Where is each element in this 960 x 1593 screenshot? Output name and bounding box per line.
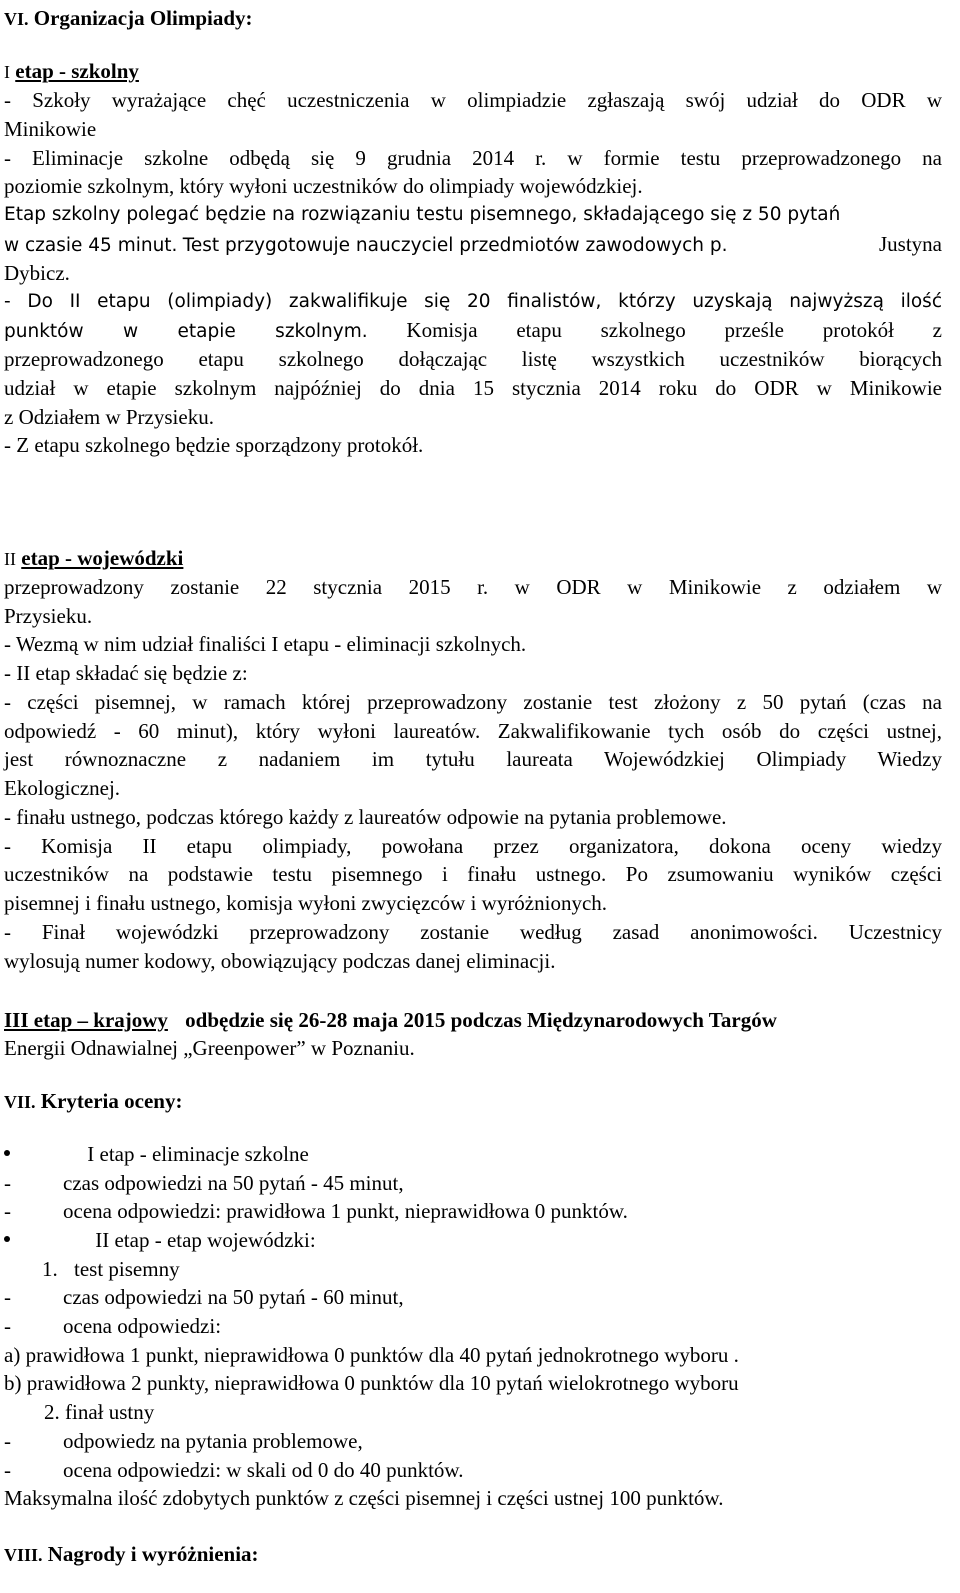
text-line: - Do II etapu (olimpiady) zakwalifikuje się 20 finalistów, którzy uzyskają najwyższą ilość	[4, 291, 942, 312]
stage-1-heading: I etap - szkolny	[4, 59, 139, 83]
section-number: VI.	[4, 9, 29, 29]
section-number: VIII.	[4, 1545, 43, 1565]
list-item: b) prawidłowa 2 punkty, nieprawidłowa 0 punktów dla 10 pytań wielokrotnego wyboru	[4, 1371, 739, 1395]
list-item: I etap - eliminacje szkolne	[4, 1140, 942, 1168]
section-title: Nagrody i wyróżnienia:	[47, 1542, 259, 1566]
stage-3-heading: III etap – krajowy odbędzie się 26-28 maja 2015 podczas Międzynarodowych Targów	[4, 1008, 777, 1032]
text-line: wylosują numer kodowy, obowiązujący podczas danej eliminacji.	[4, 949, 556, 973]
text-line: jest równoznaczne z nadaniem im tytułu laureata Wojewódzkiej Olimpiady Wiedzy	[4, 747, 942, 771]
bullet-icon	[4, 1150, 10, 1156]
section-title: Organizacja Olimpiady:	[33, 6, 253, 30]
text-line: - Finał wojewódzki przeprowadzony zostanie według zasad anonimowości. Uczestnicy	[4, 920, 942, 944]
section-vi-heading	[4, 4, 942, 33]
text-line: Dybicz.	[4, 261, 70, 285]
list-item: - czas odpowiedzi na 50 pytań - 60 minut,	[4, 1285, 404, 1309]
stage-2-title: etap - wojewódzki	[21, 546, 184, 570]
text-line: udział w etapie szkolnym najpóźniej do dnia 15 stycznia 2014 roku do ODR w Minikowie	[4, 376, 942, 400]
section-vii-heading	[4, 1087, 942, 1116]
text-line: Minikowie	[4, 117, 97, 141]
text-line: - Eliminacje szkolne odbędą się 9 grudnia 2014 r. w formie testu przeprowadzonego na	[4, 146, 942, 170]
stage-1-title: etap - szkolny	[15, 59, 139, 83]
text-line: pisemnej i finału ustnego, komisja wyłoni zwycięzców i wyróżnionych.	[4, 891, 608, 915]
text-line: Przysieku.	[4, 604, 93, 628]
list-item: II etap - etap wojewódzki:	[4, 1226, 942, 1254]
section-title: Kryteria oceny:	[40, 1089, 183, 1113]
list-item: - ocena odpowiedzi:	[4, 1314, 222, 1338]
list-item: - odpowiedz na pytania problemowe,	[4, 1429, 363, 1453]
text-line: w czasie 45 minut. Test przygotowuje nauczyciel przedmiotów zawodowych p. Justyna	[4, 232, 942, 256]
text-line: Ekologicznej.	[4, 776, 121, 800]
text-line: Etap szkolny polegać będzie na rozwiązaniu testu pisemnego, składającego się z 50 pytań	[4, 204, 841, 225]
text-line: - finału ustnego, podczas którego każdy z laureatów odpowie na pytania problemowe.	[4, 805, 727, 829]
text-line: - Szkoły wyrażające chęć uczestniczenia w olimpiadzie zgłaszają swój udział do ODR w	[4, 88, 942, 112]
bullet-icon	[4, 1236, 10, 1242]
text-line: Maksymalna ilość zdobytych punktów z części pisemnej i części ustnej 100 punktów.	[4, 1486, 724, 1510]
text-line: z Odziałem w Przysieku.	[4, 405, 214, 429]
list-item: - czas odpowiedzi na 50 pytań - 45 minut,	[4, 1171, 404, 1195]
text-line: przeprowadzony zostanie 22 stycznia 2015 r. w ODR w Minikowie z odziałem w	[4, 575, 942, 599]
list-item: - ocena odpowiedzi: prawidłowa 1 punkt, nieprawidłowa 0 punktów.	[4, 1199, 628, 1223]
text-line: Energii Odnawialnej „Greenpower” w Poznaniu.	[4, 1036, 415, 1060]
text-line: przeprowadzonego etapu szkolnego dołączając listę wszystkich uczestników biorących	[4, 347, 942, 371]
list-item: - ocena odpowiedzi: w skali od 0 do 40 punktów.	[4, 1458, 464, 1482]
text-line: uczestników na podstawie testu pisemnego i finału ustnego. Po zsumowaniu wyników części	[4, 862, 942, 886]
section-number: VII.	[4, 1092, 36, 1112]
text-line: - Wezmą w nim udział finaliści I etapu - eliminacji szkolnych.	[4, 632, 527, 656]
text-line: - części pisemnej, w ramach której przeprowadzony zostanie test złożony z 50 pytań (czas na	[4, 690, 942, 714]
section-viii-heading	[4, 1540, 942, 1569]
list-item: a) prawidłowa 1 punkt, nieprawidłowa 0 punktów dla 40 pytań jednokrotnego wyboru .	[4, 1343, 739, 1367]
text-line: punktów w etapie szkolnym. Komisja etapu szkolnego prześle protokół z	[4, 318, 943, 342]
text-line: - II etap składać się będzie z:	[4, 661, 248, 685]
text-line: odpowiedź - 60 minut), który wyłoni laureatów. Zakwalifikowanie tych osób do części ustnej,	[4, 719, 942, 743]
stage-3-title: III etap – krajowy	[4, 1008, 168, 1032]
text-line: - Komisja II etapu olimpiady, powołana przez organizatora, dokona oceny wiedzy	[4, 834, 942, 858]
text-line: poziomie szkolnym, który wyłoni uczestników do olimpiady wojewódzkiej.	[4, 174, 643, 198]
stage-2-heading: II etap - wojewódzki	[4, 546, 184, 570]
text-line: - Z etapu szkolnego będzie sporządzony protokół.	[4, 433, 424, 457]
